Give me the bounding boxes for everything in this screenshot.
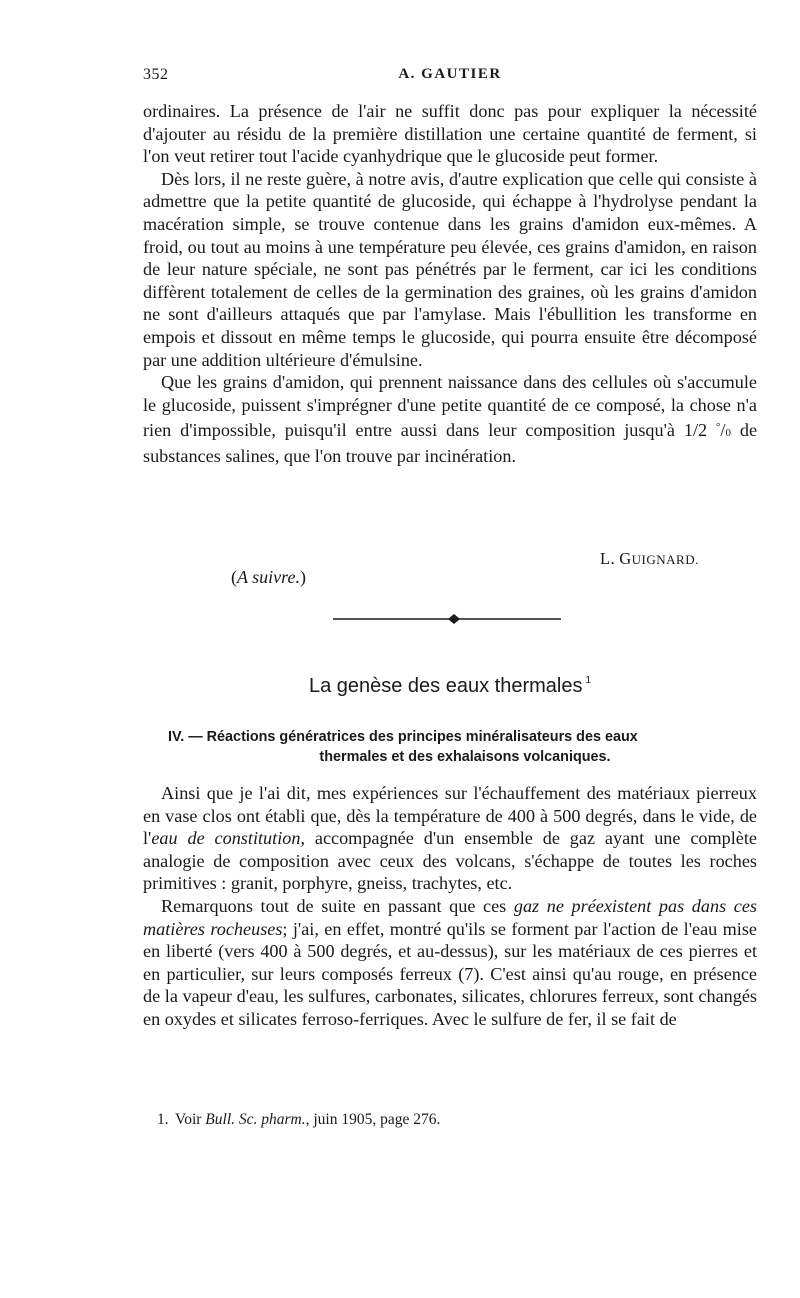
paragraph-starch-grains — [143, 371, 757, 467]
section-heading-line2: thermales et des exhalaisons volcaniques. — [319, 749, 611, 765]
continued-article-text — [143, 100, 757, 468]
paragraph-gases: Remarquons tout de suite en passant que ces gaz ne préexistent pas dans ces matières rocheuses; j'ai, en effet, montré qu'ils se forment par l'action de l'eau mise en liberté (vers 400 à 500 degrés, et au-dessus), sur les matériaux de ces pierres et en particulier, sur leurs composés ferreux (7). C'est ainsi qu'au rouge, en présence de la vapeur d'eau, les sulfures, carbonates, silicates, chlorures ferreux, sont changés en oxydes et silicates ferroso-ferriques. Avec le sulfure de fer, il se fait de — [143, 895, 758, 1029]
paragraph-text-start: Que les grains d'amidon, qui prennent naissance dans des cellules où s'accumule le glucoside, puissent s'imprégner d'une petite quantité de ce composé, la chose n'a rien d'impossible, puisqu'il entre aussi dans leur composition jusqu'à — [143, 372, 757, 441]
footnote-marker: 1 — [585, 675, 592, 686]
author-signature: L. GUIGNARD. — [600, 549, 699, 568]
running-head — [143, 66, 757, 90]
percent-sign: °/0 — [716, 420, 731, 441]
paragraph-experiments: Ainsi que je l'ai dit, mes expériences sur l'échauffement des matériaux pierreux en vase clos ont établi que, dès la température de 400 à 500 degrés, dans le vide, de l'eau de constitution, accompagnée d'un ensemble de gaz ayant une complète analogie de composition avec ceux des volcans, s'échappe de toutes les roches primitives : granit, porphyre, gneiss, trachytes, etc. — [143, 783, 758, 894]
article-title: La genèse des eaux thermales $^1$ — [308, 675, 592, 697]
footnote: 1. Voir Bull. Sc. pharm., juin 1905, page 276. — [157, 1111, 441, 1128]
fraction: 1/2 — [683, 420, 708, 441]
paragraph-explanation: Dès lors, il ne reste guère, à notre avis, d'autre explication que celle qui consiste à admettre que la petite quantité de glucoside, qui échappe à l'hydrolyse pendant la macération simple, se trouve contenue dans les grains d'amidon eux-mêmes. A froid, ou tout au moins à une température peu élevée, ces grains d'amidon, en raison de leur nature spéciale, ne sont pas pénétrés par le ferment, car ici les conditions diffèrent totalement de celles de la germination des graines, où les grains d'amidon ne sont d'ailleurs attaqués que par l'amylase. Mais l'ébullition les transforme en empois et dissout en même temps le glucoside, qui pourra ensuite être décomposé par une addition ultérieure d'émulsine. — [143, 168, 757, 370]
page-number: 352 — [143, 66, 169, 83]
running-head-author: A. GAUTIER — [398, 66, 502, 82]
paragraph-continued: ordinaires. La présence de l'air ne suffit donc pas pour expliquer la nécessité d'ajouter au résidu de la première distillation une certaine quantité de ferment, si l'on veut retirer tout l'acide cyanhydrique que le glucoside peut former. — [143, 101, 757, 167]
paragraph-text-end: de substances salines, que l'on trouve par incinération. — [143, 420, 758, 466]
section-heading — [168, 727, 748, 767]
section-heading-line1: IV. — Réactions génératrices des principes minéralisateurs des eaux — [168, 729, 638, 745]
new-article-text — [143, 782, 757, 1031]
to-be-continued-note: (A suivre.) — [231, 567, 306, 587]
section-separator — [333, 614, 561, 624]
